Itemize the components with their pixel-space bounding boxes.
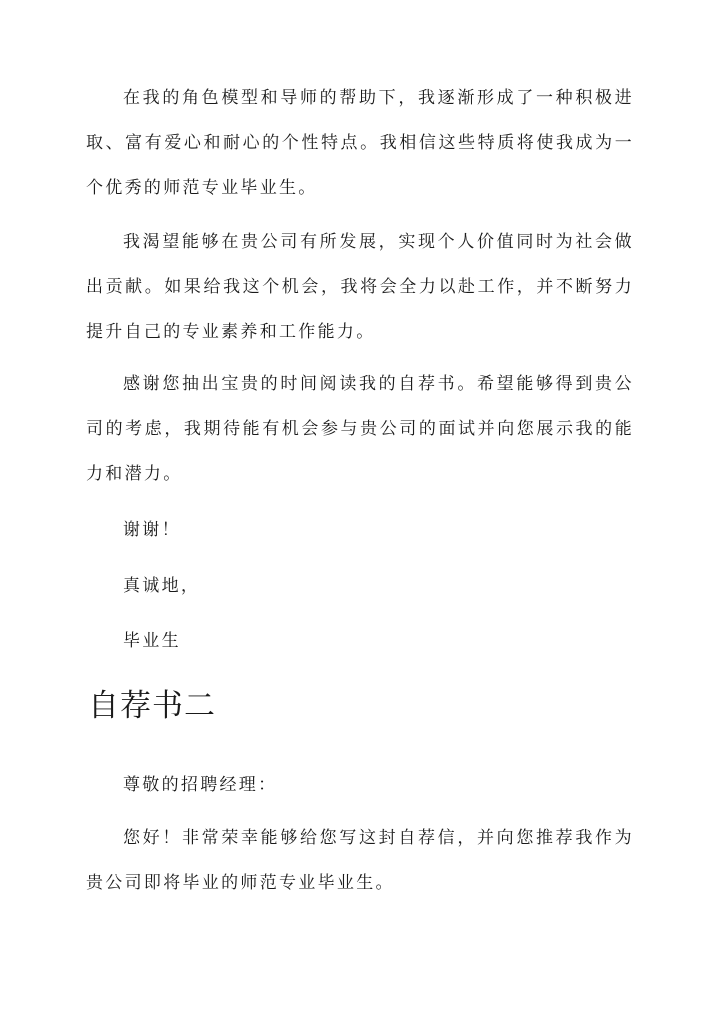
body-paragraph-thanks: 感谢您抽出宝贵的时间阅读我的自荐书。希望能够得到贵公司的考虑，我期待能有机会参与贵公司的面试并向您展示我的能力和潜力。 <box>86 374 634 484</box>
body-paragraph-greeting: 您好！非常荣幸能够给您写这封自荐信，并向您推荐我作为贵公司即将毕业的师范专业毕业生。 <box>86 828 634 893</box>
salutation-line: 尊敬的招聘经理： <box>123 775 278 795</box>
body-paragraph-role-model: 在我的角色模型和导师的帮助下，我逐渐形成了一种积极进取、富有爱心和耐心的个性特点。我相信这些特质将使我成为一个优秀的师范专业毕业生。 <box>86 88 634 198</box>
body-paragraph-aspiration: 我渴望能够在贵公司有所发展，实现个人价值同时为社会做出贡献。如果给我这个机会，我将会全力以赴工作，并不断努力提升自己的专业素养和工作能力。 <box>86 232 634 342</box>
section-heading: 自荐书二 <box>88 688 216 724</box>
thanks-line: 谢谢！ <box>123 520 181 540</box>
signature-line: 毕业生 <box>123 631 181 651</box>
closing-line: 真诚地， <box>123 576 201 596</box>
